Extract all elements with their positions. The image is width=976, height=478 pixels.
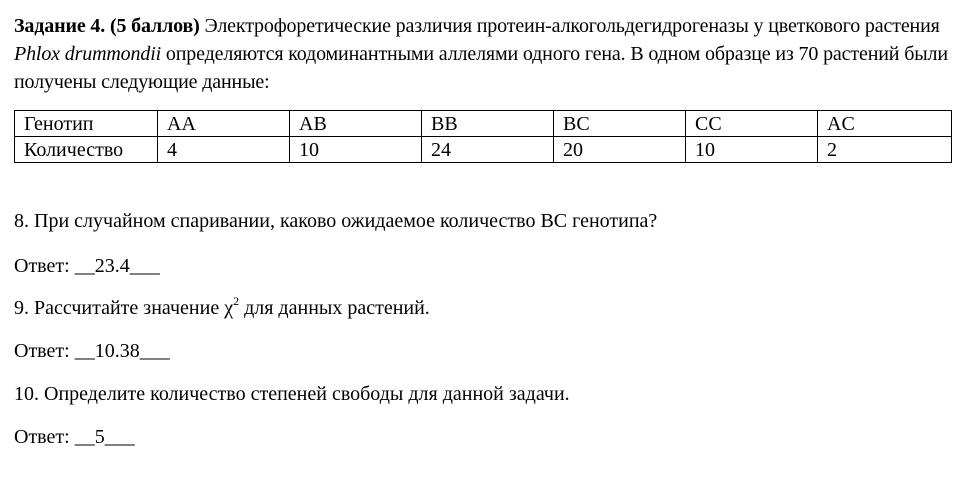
answer-10: Ответ: __5___ bbox=[14, 426, 135, 448]
question-9 bbox=[14, 296, 430, 320]
question-9-text-after: для данных растений. bbox=[239, 297, 430, 319]
answer-value: 5 bbox=[94, 426, 105, 448]
answer-8: Ответ: __23.4___ bbox=[14, 255, 160, 277]
count-cell: 20 bbox=[554, 137, 686, 163]
genotype-cell: AA bbox=[158, 111, 290, 137]
genotype-table bbox=[14, 110, 952, 163]
genotype-cell: AC bbox=[818, 111, 952, 137]
row-header-count: Количество bbox=[15, 137, 158, 163]
task-intro-part1: Электрофоретические различия протеин-алкогольдегидрогеназы у цветкового растения bbox=[199, 15, 940, 37]
question-10: 10. Определите количество степеней свободы для данной задачи. bbox=[14, 383, 570, 405]
genotype-cell: BC bbox=[554, 111, 686, 137]
answer-label: Ответ: bbox=[14, 426, 75, 448]
answer-value: 10.38 bbox=[94, 340, 140, 362]
genotype-cell: BB bbox=[422, 111, 554, 137]
count-cell: 2 bbox=[818, 137, 952, 163]
answer-label: Ответ: bbox=[14, 340, 75, 362]
genotype-cell: CC bbox=[686, 111, 818, 137]
answer-9: Ответ: __10.38___ bbox=[14, 340, 170, 362]
table-row-counts bbox=[15, 137, 952, 163]
task-heading: Задание 4. (5 баллов) bbox=[14, 15, 200, 37]
answer-label: Ответ: bbox=[14, 255, 75, 277]
superscript-2: 2 bbox=[233, 294, 240, 309]
task-intro-part2: определяются кодоминантными аллелями одного гена. В одном образце из 70 растений были получены следующие данные: bbox=[14, 43, 948, 93]
question-8: 8. При случайном спаривании, каково ожидаемое количество BC генотипа? bbox=[14, 210, 658, 232]
count-cell: 4 bbox=[158, 137, 290, 163]
row-header-genotype: Генотип bbox=[15, 111, 158, 137]
question-9-text: 9. Рассчитайте значение χ bbox=[14, 297, 234, 319]
genotype-cell: AB bbox=[290, 111, 422, 137]
count-cell: 10 bbox=[686, 137, 818, 163]
count-cell: 10 bbox=[290, 137, 422, 163]
answer-value: 23.4 bbox=[94, 255, 130, 277]
task-intro bbox=[14, 12, 964, 96]
species-name: Phlox drummondii bbox=[14, 43, 162, 65]
count-cell: 24 bbox=[422, 137, 554, 163]
table-row-genotypes bbox=[15, 111, 952, 137]
